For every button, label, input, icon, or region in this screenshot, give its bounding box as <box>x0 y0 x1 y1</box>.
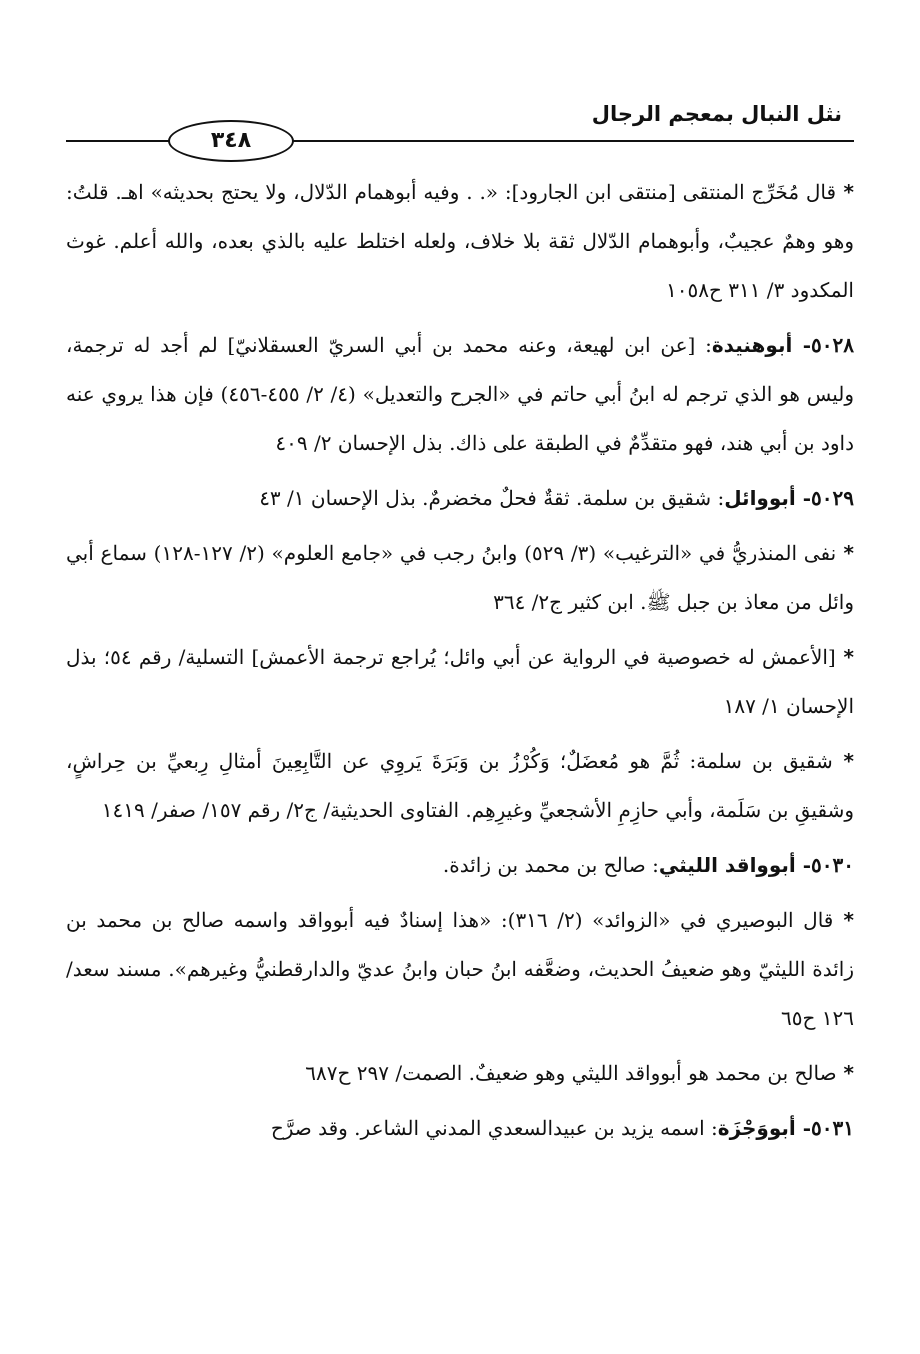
entry-text: [الأعمش له خصوصية في الرواية عن أبي وائل؛ يُراجع ترجمة الأعمش] التسلية/ رقم ٥٤؛ بذل الإحسان ١/ ١٨٧ <box>66 645 854 718</box>
page-body <box>66 168 854 1159</box>
entry-number: ٥٠٢٨- <box>792 333 854 357</box>
asterisk-marker: * <box>836 541 854 565</box>
running-title: نثل النبال بمعجم الرجال <box>591 102 842 126</box>
entry-text: : اسمه يزيد بن عبيدالسعدي المدني الشاعر. وقد صرَّح <box>270 1116 718 1140</box>
entry-5030 <box>66 841 854 890</box>
entry-text: : [عن ابن لهيعة، وعنه محمد بن أبي السريّ العسقلانيّ] لم أجد له ترجمة، وليس هو الذي ترجم له ابنُ أبي حاتم في «الجرح والتعديل» (٤/ ٢/ ٤٥٥-٤٥٦) فإن هذا يروي عنه داود بن أبي هند، فهو متقدِّمٌ في الطبقة على ذاك. بذل الإحسان ٢/ ٤٠٩ <box>66 333 854 455</box>
asterisk-marker: * <box>835 645 855 669</box>
entry-text: : صالح بن محمد بن زائدة. <box>442 853 659 877</box>
entry-note <box>66 168 854 315</box>
entry-number: ٥٠٢٩- <box>795 486 854 510</box>
entry-text: قال مُخَرِّج المنتقى [منتقى ابن الجارود]: «. . وفيه أبوهمام الدّلال، ولا يحتج بحديثه» اهـ. قلتُ: وهو وهمٌ عجيبٌ، وأبوهمام الدّلال ثقة بلا خلاف، ولعله اختلط عليه بالذي بعده، والله أعلم. غوث المكدود ٣/ ٣١١ ح١٠٥٨ <box>66 180 854 302</box>
page-header <box>66 98 854 153</box>
entry-5029 <box>66 474 854 523</box>
entry-text: صالح بن محمد هو أبوواقد الليثي وهو ضعيفٌ. الصمت/ ٢٩٧ ح٦٨٧ <box>305 1061 837 1085</box>
entry-text: : شقيق بن سلمة. ثقةٌ فحلٌ مخضرمٌ. بذل الإحسان ١/ ٤٣ <box>259 486 725 510</box>
entry-5028 <box>66 321 854 468</box>
page-number-badge: ٣٤٨ <box>168 120 294 162</box>
narrator-name: أبوهنيدة <box>711 333 793 357</box>
entry-number: ٥٠٣١- <box>795 1116 854 1140</box>
entry-text: قال البوصيري في «الزوائد» (٢/ ٣١٦): «هذا إسنادٌ فيه أبوواقد واسمه صالح بن محمد بن زائدة الليثيّ وهو ضعيفُ الحديث، وضعَّفه ابنُ حبان وابنُ عديّ والدارقطنيُّ وغيرهم». مسند سعد/ ١٢٦ ح٦٥ <box>66 908 854 1030</box>
narrator-name: أبووائل <box>724 486 796 510</box>
narrator-name: أبوواقد الليثي <box>658 853 796 877</box>
entry-note <box>66 896 854 1043</box>
asterisk-marker: * <box>836 1061 854 1085</box>
asterisk-marker: * <box>836 180 855 204</box>
entry-note <box>66 1049 854 1098</box>
asterisk-marker: * <box>832 749 854 773</box>
entry-5031 <box>66 1104 854 1153</box>
entry-number: ٥٠٣٠- <box>795 853 854 877</box>
entry-text: شقيق بن سلمة: ثُمَّ هو مُعضَلٌ؛ وَكُرْزُ بن وَبَرَةَ يَروِي عن التَّابِعِينَ أمثالِ رِبعيِّ بن حِراشٍ، وشقيقِ بن سَلَمة، وأبي حازِمِ الأشجعيِّ وغيرِهِم. الفتاوى الحديثية/ ج٢/ رقم ١٥٧/ صفر/ ١٤١٩ <box>66 749 854 822</box>
entry-text: نفى المنذريُّ في «الترغيب» (٣/ ٥٢٩) وابنُ رجب في «جامع العلوم» (٢/ ١٢٧-١٢٨) سماع أبي وائل من معاذ بن جبل ﷺ. ابن كثير ج٢/ ٣٦٤ <box>66 541 854 614</box>
asterisk-marker: * <box>833 908 855 932</box>
entry-note <box>66 737 854 835</box>
entry-note <box>66 633 854 731</box>
entry-note <box>66 529 854 627</box>
narrator-name: أبووَجْزَة <box>717 1116 796 1140</box>
